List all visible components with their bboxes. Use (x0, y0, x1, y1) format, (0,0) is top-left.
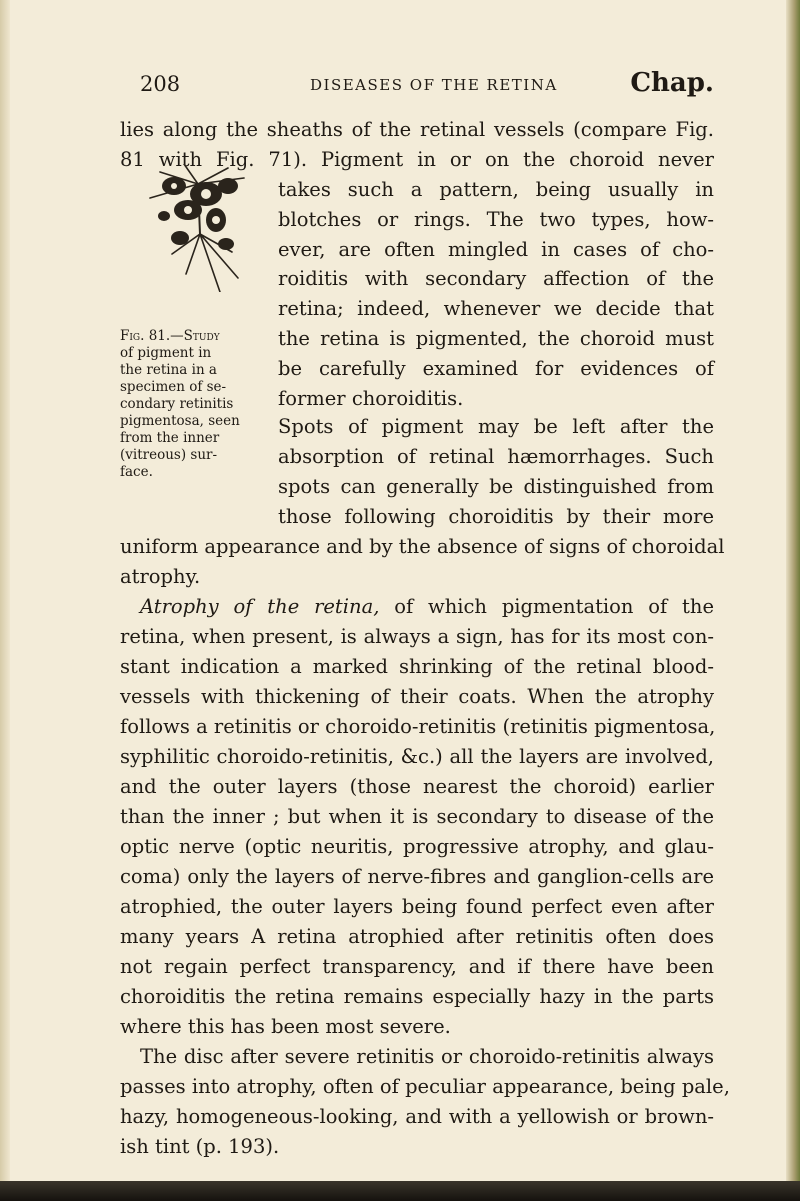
page-number: 208 (140, 72, 181, 96)
body-line: lies along the sheaths of the retinal vessels (compare Fig. (120, 118, 714, 141)
body-line: spots can generally be distinguished from (278, 475, 714, 498)
body-line: many years A retina atrophied after retinitis often does (120, 925, 714, 948)
figure-caption-line: from the inner (120, 430, 220, 446)
running-title: DISEASES OF THE RETINA (310, 76, 558, 94)
figure-caption-line: of pigment in (120, 345, 212, 361)
body-line: blotches or rings. The two types, how- (278, 208, 714, 231)
body-line: The disc after severe retinitis or choroido-retinitis always (140, 1045, 714, 1068)
body-line: vessels with thickening of their coats. When the atrophy (120, 685, 714, 708)
body-line: coma) only the layers of nerve-fibres and ganglion-cells are (120, 865, 714, 888)
retina-pigment-figure (140, 164, 256, 292)
body-line: atrophy. (120, 565, 201, 588)
figure-caption-line: condary retinitis (120, 396, 234, 412)
body-line: hazy, homogeneous-looking, and with a yellowish or brown- (120, 1105, 714, 1128)
body-line: absorption of retinal hæmorrhages. Such (278, 445, 714, 468)
body-line: choroiditis the retina remains especially hazy in the parts (120, 985, 714, 1008)
body-line: follows a retinitis or choroido-retinitis (retinitis pigmentosa, (120, 715, 716, 738)
body-line: atrophied, the outer layers being found perfect even after (120, 895, 714, 918)
body-line: retina; indeed, whenever we decide that (278, 297, 714, 320)
atrophy-heading: Atrophy of the retina, (140, 595, 380, 618)
chapter-label: Chap. (630, 68, 714, 98)
atrophy-paragraph-first-line: Atrophy of the retina, of which pigmentation of the (140, 595, 714, 618)
body-line: roiditis with secondary affection of the (278, 267, 714, 290)
page-edge-left (0, 0, 10, 1201)
body-line: passes into atrophy, often of peculiar appearance, being pale, (120, 1075, 730, 1098)
body-line: ish tint (p. 193). (120, 1135, 280, 1158)
body-line: stant indication a marked shrinking of the retinal blood- (120, 655, 714, 678)
body-line: ever, are often mingled in cases of cho- (278, 238, 714, 261)
figure-caption-line: pigmentosa, seen (120, 413, 240, 429)
figure-caption-line: specimen of se- (120, 379, 227, 395)
body-line: than the inner ; but when it is secondary to disease of the (120, 805, 714, 828)
body-line: uniform appearance and by the absence of signs of choroidal (120, 535, 725, 558)
body-line: optic nerve (optic neuritis, progressive atrophy, and glau- (120, 835, 714, 858)
body-line: where this has been most severe. (120, 1015, 451, 1038)
body-line: be carefully examined for evidences of (278, 357, 714, 380)
body-line: 81 with Fig. 71). Pigment in or on the choroid never (120, 148, 714, 171)
figure-caption-line: the retina in a (120, 362, 217, 378)
figure-caption-line: Fig. 81.—Study (120, 328, 220, 344)
body-line: those following choroiditis by their more (278, 505, 714, 528)
body-line: takes such a pattern, being usually in (278, 178, 714, 201)
scan-bottom-border (0, 1181, 800, 1201)
body-line: and the outer layers (those nearest the choroid) earlier (120, 775, 714, 798)
body-line: former choroiditis. (278, 387, 464, 410)
running-head (140, 68, 714, 104)
body-line: Spots of pigment may be left after the (278, 415, 714, 438)
body-line: retina, when present, is always a sign, has for its most con- (120, 625, 714, 648)
figure-caption-line: (vitreous) sur- (120, 447, 218, 463)
figure-caption-line: face. (120, 464, 153, 480)
body-line: not regain perfect transparency, and if there have been (120, 955, 714, 978)
page-edge-right (786, 0, 800, 1201)
body-line: the retina is pigmented, the choroid must (278, 327, 714, 350)
body-line: syphilitic choroido-retinitis, &c.) all the layers are involved, (120, 745, 714, 768)
